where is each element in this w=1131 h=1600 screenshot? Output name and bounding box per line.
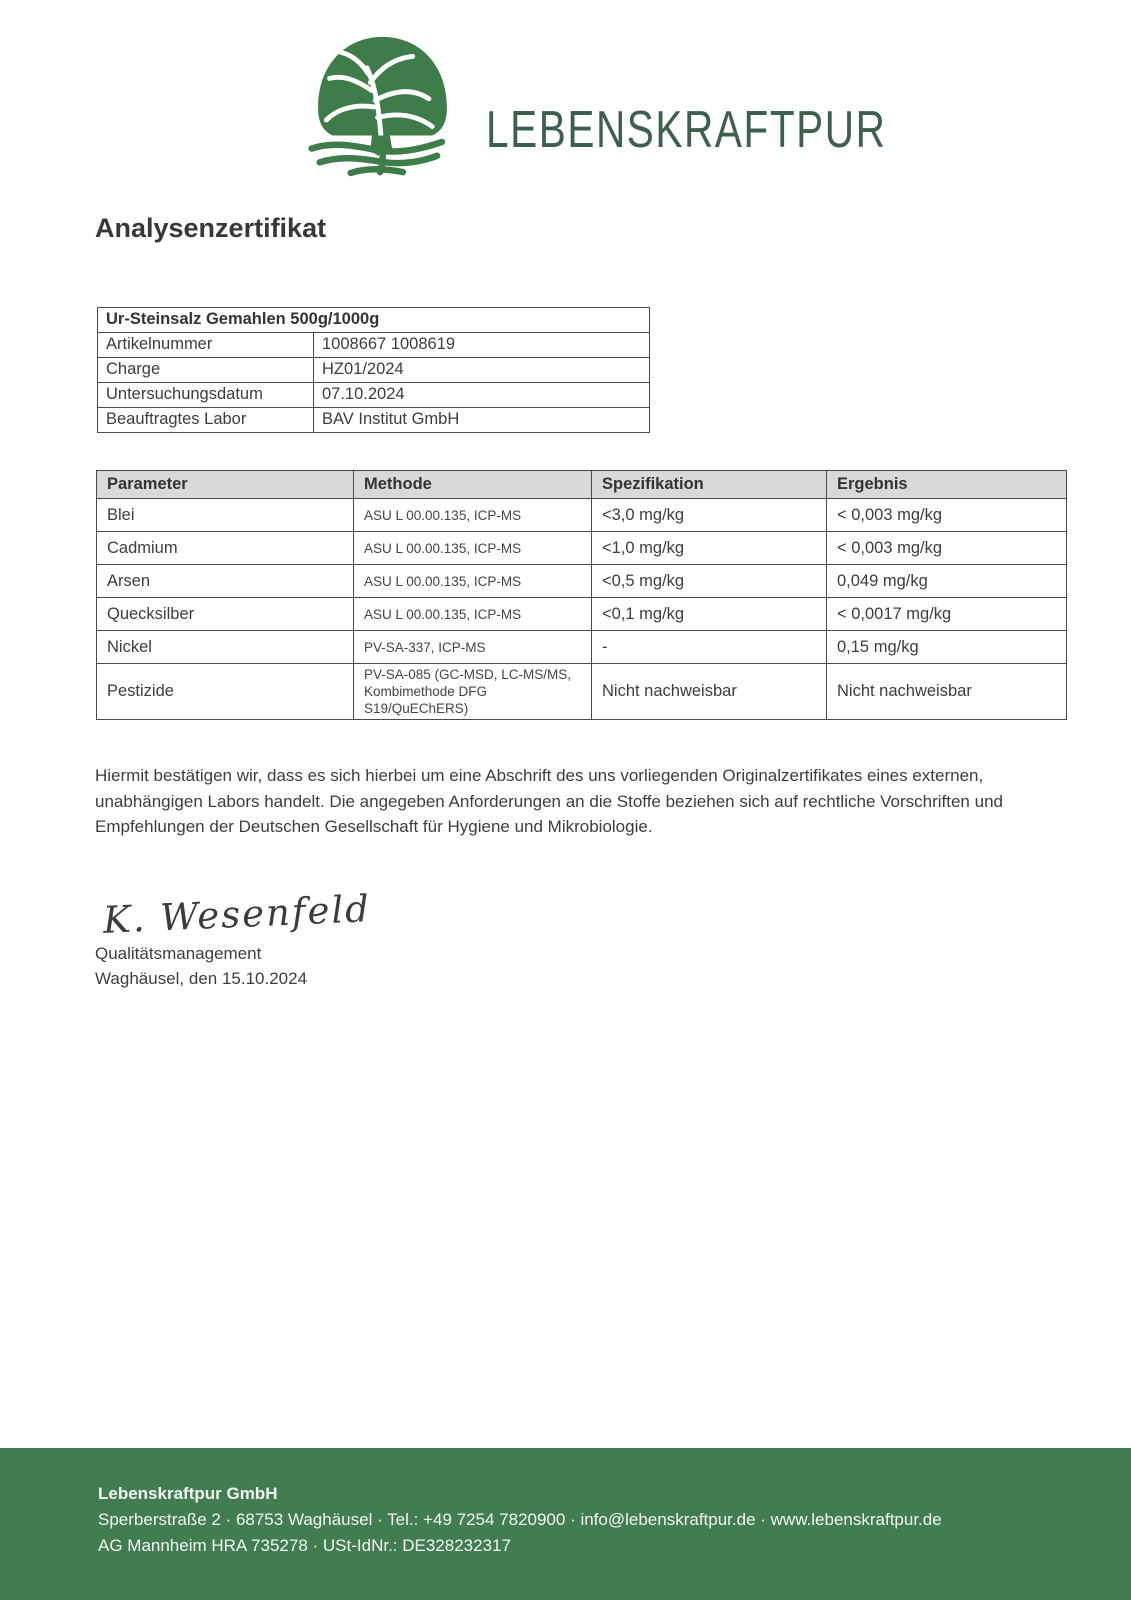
- footer-company-name: Lebenskraftpur GmbH: [98, 1484, 278, 1503]
- ergebnis-cell: 0,15 mg/kg: [827, 631, 1067, 664]
- info-label: Beauftragtes Labor: [98, 408, 314, 433]
- col-header-methode: Methode: [354, 471, 592, 499]
- table-row: [98, 333, 650, 358]
- methode-cell: ASU L 00.00.135, ICP-MS: [354, 532, 592, 565]
- info-value: BAV Institut GmbH: [314, 408, 650, 433]
- footer-address-contact: Sperberstraße 2 · 68753 Waghäusel · Tel.: +49 7254 7820900 · info@lebenskraftpur.de · www.lebenskraftpur.de: [98, 1510, 942, 1529]
- methode-cell: ASU L 00.00.135, ICP-MS: [354, 565, 592, 598]
- product-title-row: [98, 308, 650, 333]
- table-row: [97, 631, 1067, 664]
- ergebnis-cell: Nicht nachweisbar: [827, 664, 1067, 720]
- signature-role: Qualitätsmanagement: [95, 944, 262, 963]
- spezifikation-cell: -: [592, 631, 827, 664]
- page-title: Analysenzertifikat: [95, 213, 327, 243]
- methode-cell: ASU L 00.00.135, ICP-MS: [354, 499, 592, 532]
- methode-cell: PV-SA-085 (GC-MSD, LC-MS/MS, Kombimethode DFG S19/QuEChERS): [354, 664, 592, 720]
- col-header-spezifikation: Spezifikation: [592, 471, 827, 499]
- confirmation-statement: Hiermit bestätigen wir, dass es sich hierbei um eine Abschrift des uns vorliegenden Originalzertifikates eines externen, unabhängigen Labors handelt. Die angegeben Anforderungen an die Stoffe beziehen sich auf rechtliche Vorschriften und Empfehlungen der Deutschen Gesellschaft für Hygiene und Mikrobiologie.: [95, 766, 1003, 836]
- footer-registration: AG Mannheim HRA 735278 · USt-IdNr.: DE328232317: [98, 1536, 511, 1555]
- parameter-cell: Cadmium: [97, 532, 354, 565]
- spezifikation-cell: Nicht nachweisbar: [592, 664, 827, 720]
- parameter-cell: Blei: [97, 499, 354, 532]
- methode-cell: ASU L 00.00.135, ICP-MS: [354, 598, 592, 631]
- spezifikation-cell: <0,5 mg/kg: [592, 565, 827, 598]
- footer: [0, 1448, 1131, 1600]
- spezifikation-cell: <3,0 mg/kg: [592, 499, 827, 532]
- brand-wordmark: LEBENSKRAFTPUR: [486, 100, 887, 159]
- info-label: Charge: [98, 358, 314, 383]
- ergebnis-cell: 0,049 mg/kg: [827, 565, 1067, 598]
- table-row: [97, 499, 1067, 532]
- table-row: [97, 664, 1067, 720]
- logo: [305, 32, 999, 177]
- info-label: Untersuchungsdatum: [98, 383, 314, 408]
- parameter-cell: Nickel: [97, 631, 354, 664]
- ergebnis-cell: < 0,003 mg/kg: [827, 499, 1067, 532]
- product-info-table: [97, 307, 650, 433]
- parameter-cell: Arsen: [97, 565, 354, 598]
- table-row: [98, 358, 650, 383]
- table-row: [97, 565, 1067, 598]
- parameter-cell: Quecksilber: [97, 598, 354, 631]
- table-row: [98, 408, 650, 433]
- signature-place-date: Waghäusel, den 15.10.2024: [95, 969, 308, 988]
- info-label: Artikelnummer: [98, 333, 314, 358]
- tree-logo-icon: [305, 32, 460, 177]
- table-row: [97, 598, 1067, 631]
- col-header-ergebnis: Ergebnis: [827, 471, 1067, 499]
- info-value: 1008667 1008619: [314, 333, 650, 358]
- ergebnis-cell: < 0,0017 mg/kg: [827, 598, 1067, 631]
- info-value: 07.10.2024: [314, 383, 650, 408]
- results-header-row: [97, 471, 1067, 499]
- table-row: [97, 532, 1067, 565]
- product-title: Ur-Steinsalz Gemahlen 500g/1000g: [98, 308, 650, 333]
- results-table: [96, 470, 1067, 720]
- parameter-cell: Pestizide: [97, 664, 354, 720]
- signature-handwriting: K. Wesenfeld: [102, 887, 372, 942]
- footer-text-block: [98, 1481, 942, 1559]
- spezifikation-cell: <0,1 mg/kg: [592, 598, 827, 631]
- info-value: HZ01/2024: [314, 358, 650, 383]
- col-header-parameter: Parameter: [97, 471, 354, 499]
- ergebnis-cell: < 0,003 mg/kg: [827, 532, 1067, 565]
- spezifikation-cell: <1,0 mg/kg: [592, 532, 827, 565]
- methode-cell: PV-SA-337, ICP-MS: [354, 631, 592, 664]
- table-row: [98, 383, 650, 408]
